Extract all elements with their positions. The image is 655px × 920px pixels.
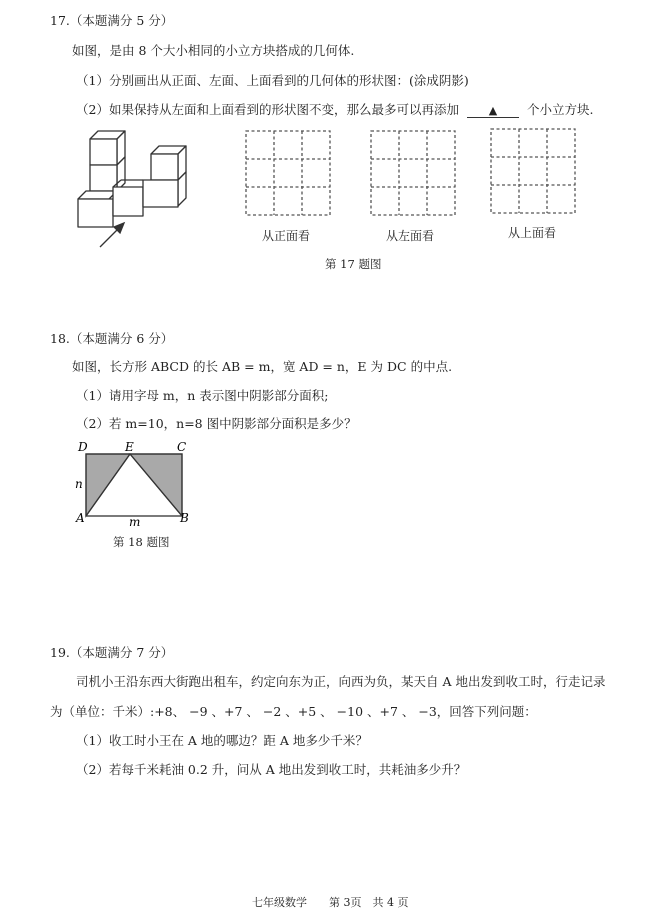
q19-line2: 为（单位：千米）:+8、 −9 、+7 、 −2 、+5 、 −10 、+7 、 −3，回答下列问题： [50,704,537,719]
q17-part2-text: （2）如果保持从左面和上面看到的形状图不变，那么最多可以再添加 [76,102,459,117]
answer-blank: ▲ [467,104,519,118]
label-n: n [75,477,83,491]
q17-part2 [76,100,593,118]
q19-part1: （1）收工时小王在 A 地的哪边？距 A 地多少千米？ [76,733,368,748]
rectangle-figure [70,436,200,532]
q18-header: 18.（本题满分 6 分） [50,331,174,346]
q17-part1: （1）分别画出从正面、左面、上面看到的几何体的形状图：(涂成阴影) [76,73,469,88]
q18-part2: （2）若 m=10，n=8 图中阴影部分面积是多少？ [76,416,357,431]
front-view-label: 从正面看 [262,229,311,243]
left-view-grid[interactable] [370,130,458,218]
q18-caption: 第 18 题图 [113,535,170,549]
label-A: A [76,511,85,525]
q18-part1: （1）请用字母 m，n 表示图中阴影部分面积; [76,388,329,403]
top-view-grid[interactable] [490,128,578,216]
left-view-label: 从左面看 [386,229,435,243]
q19-line1: 司机小王沿东西大街跑出租车，约定向东为正，向西为负，某天自 A 地出发到收工时，行走记录 [76,674,606,689]
page-footer: 七年级数学 第 3页 共 4 页 [252,896,409,909]
label-m: m [129,515,141,529]
q19-header: 19.（本题满分 7 分） [50,645,174,660]
cube-stack-figure [70,123,200,253]
front-view-grid[interactable] [245,130,333,218]
label-E: E [125,440,134,454]
q17-header: 17.（本题满分 5 分） [50,13,174,28]
top-view-label: 从上面看 [508,226,557,240]
label-B: B [180,511,189,525]
q18-intro: 如图，长方形 ABCD 的长 AB = m，宽 AD = n，E 为 DC 的中点. [72,359,453,374]
q17-part2-end: 个小立方块. [526,102,594,117]
label-C: C [177,440,187,454]
label-D: D [78,440,88,454]
q19-part2: （2）若每千米耗油 0.2 升，问从 A 地出发到收工时，共耗油多少升？ [76,762,467,777]
q17-intro: 如图，是由 8 个大小相同的小立方块搭成的几何体. [72,43,355,58]
q17-caption: 第 17 题图 [325,257,382,271]
